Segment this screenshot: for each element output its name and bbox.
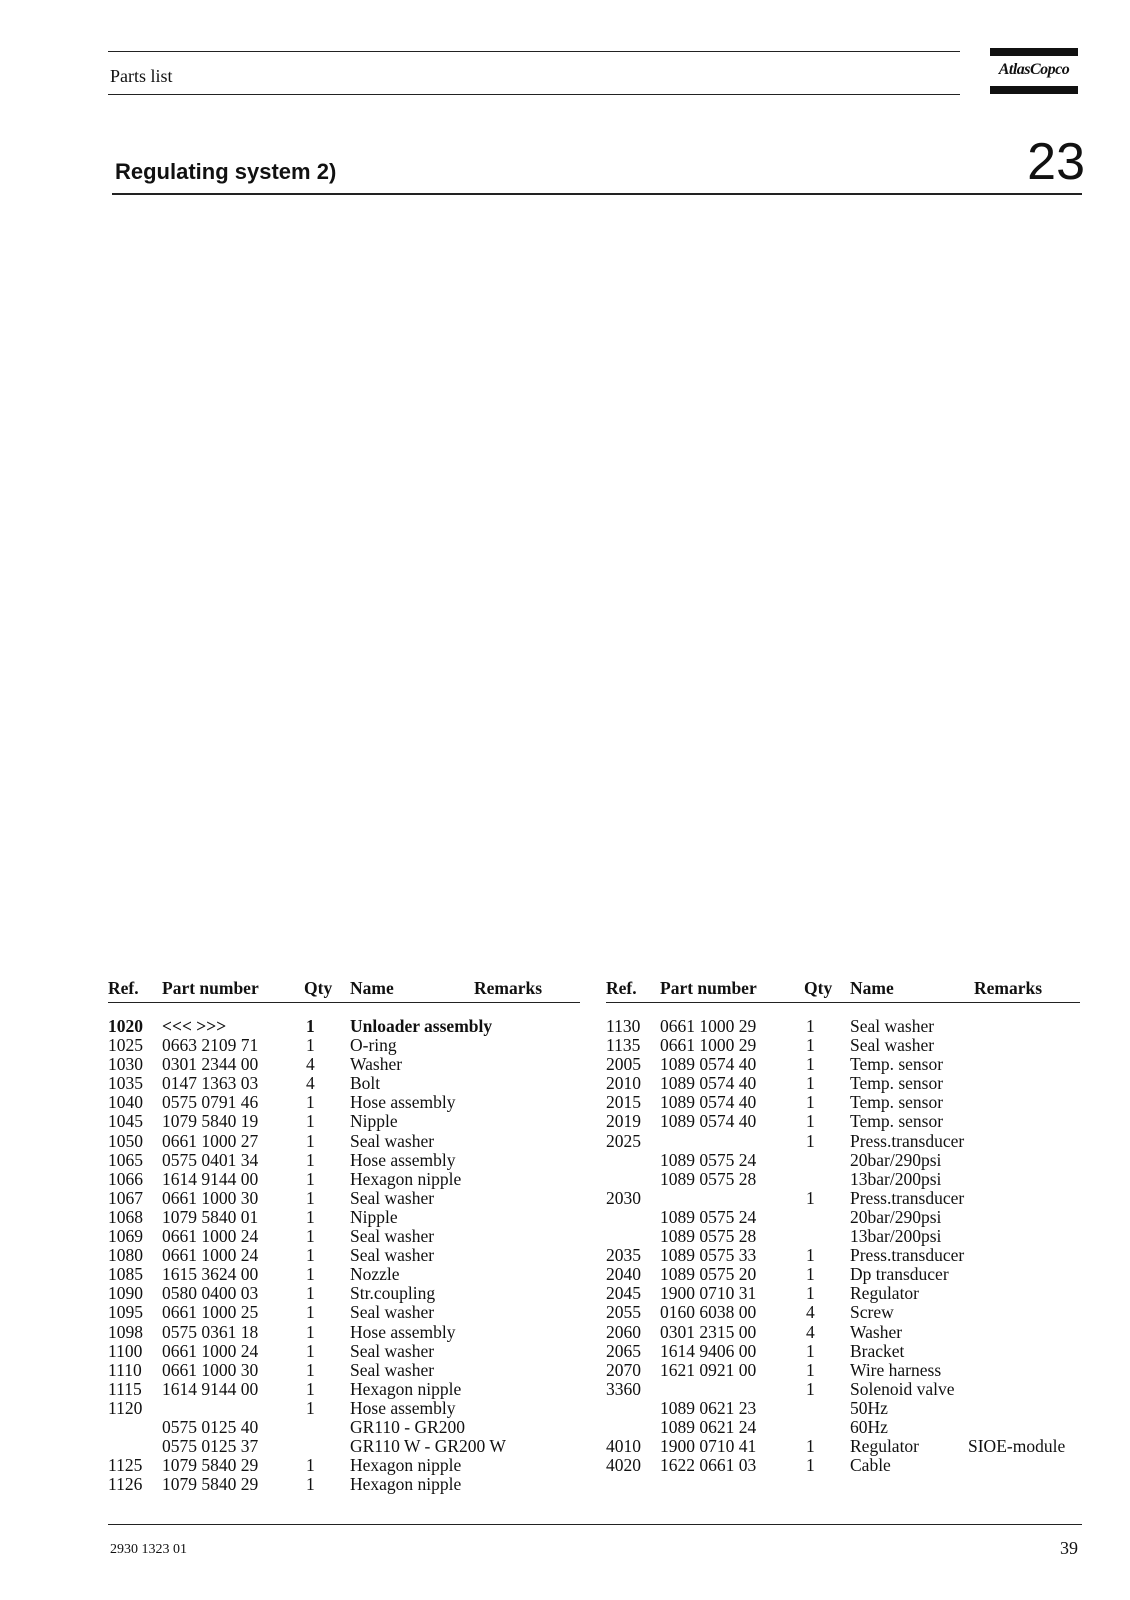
table-row xyxy=(606,1036,1080,1055)
table-row xyxy=(606,1456,1080,1475)
table-row xyxy=(108,1017,580,1036)
cell-part-number: 1089 0574 40 xyxy=(660,1092,757,1113)
cell-part-number: 0575 0791 46 xyxy=(162,1092,259,1113)
cell-qty: 1 xyxy=(806,1283,815,1304)
cell-qty: 1 xyxy=(806,1035,815,1056)
cell-qty: 4 xyxy=(306,1054,315,1075)
table-row xyxy=(108,1227,580,1246)
cell-ref: 2055 xyxy=(606,1302,641,1323)
table-body xyxy=(108,1017,580,1494)
cell-qty: 1 xyxy=(306,1378,315,1399)
table-row xyxy=(606,1017,1080,1036)
cell-part-number: 0575 0361 18 xyxy=(162,1321,259,1342)
cell-ref: 2040 xyxy=(606,1264,641,1285)
cell-ref: 2030 xyxy=(606,1187,641,1208)
table-row xyxy=(108,1284,580,1303)
table-row xyxy=(108,1380,580,1399)
table-row xyxy=(108,1361,580,1380)
table-row xyxy=(606,1151,1080,1170)
cell-qty: 1 xyxy=(306,1359,315,1380)
cell-name: Dp transducer xyxy=(850,1264,949,1285)
header-ref: Ref. xyxy=(606,978,637,998)
cell-name: Solenoid valve xyxy=(850,1378,955,1399)
cell-ref: 2005 xyxy=(606,1054,641,1075)
cell-name: Press.transducer xyxy=(850,1187,965,1208)
cell-name: 13bar/200psi xyxy=(850,1226,942,1247)
cell-part-number: 0661 1000 24 xyxy=(162,1226,259,1247)
cell-qty: 1 xyxy=(806,1436,815,1457)
cell-name: O-ring xyxy=(350,1035,397,1056)
cell-qty: 1 xyxy=(806,1340,815,1361)
cell-ref: 1095 xyxy=(108,1302,143,1323)
cell-part-number: 1079 5840 29 xyxy=(162,1455,259,1476)
cell-ref: 1130 xyxy=(606,1016,641,1036)
cell-part-number: 1089 0621 23 xyxy=(660,1397,757,1418)
cell-part-number: 1079 5840 19 xyxy=(162,1111,259,1132)
cell-qty: 4 xyxy=(306,1073,315,1094)
cell-qty: 1 xyxy=(306,1149,315,1170)
cell-part-number: 0301 2315 00 xyxy=(660,1321,757,1342)
cell-ref: 1126 xyxy=(108,1474,143,1495)
cell-ref: 1085 xyxy=(108,1264,143,1285)
cell-part-number: 1089 0574 40 xyxy=(660,1111,757,1132)
header-qty: Qty xyxy=(304,978,333,998)
cell-ref: 1120 xyxy=(108,1397,143,1418)
cell-part-number: 1614 9406 00 xyxy=(660,1340,757,1361)
cell-name: Regulator xyxy=(850,1283,920,1304)
table-row xyxy=(606,1418,1080,1437)
cell-ref: 1030 xyxy=(108,1054,143,1075)
cell-name: Hose assembly xyxy=(350,1397,456,1418)
cell-qty: 4 xyxy=(806,1302,815,1323)
logo-text: AtlasCopco xyxy=(998,61,1070,78)
table-row xyxy=(108,1399,580,1418)
cell-ref: 1050 xyxy=(108,1130,143,1151)
table-row xyxy=(606,1342,1080,1361)
table-row xyxy=(108,1036,580,1055)
table-row xyxy=(606,1170,1080,1189)
cell-ref: 1100 xyxy=(108,1340,143,1361)
table-row xyxy=(606,1323,1080,1342)
header-qty: Qty xyxy=(804,978,833,998)
cell-remarks: SIOE-module xyxy=(968,1436,1066,1457)
header-part-number: Part number xyxy=(162,978,259,998)
cell-ref: 1025 xyxy=(108,1035,143,1056)
cell-part-number: 0661 1000 30 xyxy=(162,1187,259,1208)
table-row xyxy=(108,1055,580,1074)
cell-ref: 2019 xyxy=(606,1111,641,1132)
cell-name: Hexagon nipple xyxy=(350,1455,462,1476)
cell-qty: 1 xyxy=(306,1035,315,1056)
cell-name: Washer xyxy=(850,1321,903,1342)
cell-ref: 2010 xyxy=(606,1073,641,1094)
cell-part-number: 1089 0575 33 xyxy=(660,1245,757,1266)
cell-name: Seal washer xyxy=(350,1302,435,1323)
parts-table-left xyxy=(108,978,580,1494)
cell-name: Seal washer xyxy=(350,1226,435,1247)
cell-ref: 1045 xyxy=(108,1111,143,1132)
table-row xyxy=(606,1208,1080,1227)
table-row xyxy=(606,1265,1080,1284)
cell-part-number: 0575 0401 34 xyxy=(162,1149,259,1170)
table-row xyxy=(108,1456,580,1475)
cell-name: Press.transducer xyxy=(850,1245,965,1266)
section-title-rule xyxy=(112,193,1082,195)
cell-qty: 1 xyxy=(806,1264,815,1285)
cell-name: Hose assembly xyxy=(350,1149,456,1170)
table-row xyxy=(606,1284,1080,1303)
cell-part-number: 1614 9144 00 xyxy=(162,1168,259,1189)
cell-part-number: 0661 1000 24 xyxy=(162,1340,259,1361)
cell-ref: 2070 xyxy=(606,1359,641,1380)
table-row xyxy=(108,1151,580,1170)
cell-ref: 1020 xyxy=(108,1016,143,1036)
cell-name: Temp. sensor xyxy=(850,1054,944,1075)
header-name: Name xyxy=(850,978,894,998)
footer-rule xyxy=(108,1524,1082,1525)
table-row xyxy=(606,1246,1080,1265)
table-row xyxy=(606,1227,1080,1246)
cell-part-number: 0661 1000 25 xyxy=(162,1302,259,1323)
cell-name: Hexagon nipple xyxy=(350,1168,462,1189)
cell-ref: 2045 xyxy=(606,1283,641,1304)
cell-name: Nozzle xyxy=(350,1264,400,1285)
cell-part-number: 0661 1000 30 xyxy=(162,1359,259,1380)
cell-name: Hexagon nipple xyxy=(350,1378,462,1399)
parts-table-right xyxy=(606,978,1080,1475)
table-row xyxy=(606,1303,1080,1322)
cell-qty: 1 xyxy=(306,1168,315,1189)
cell-part-number: 1079 5840 29 xyxy=(162,1474,259,1495)
cell-name: 13bar/200psi xyxy=(850,1168,942,1189)
cell-ref: 1067 xyxy=(108,1187,143,1208)
cell-name: Nipple xyxy=(350,1111,398,1132)
section-number: 23 xyxy=(1027,133,1085,191)
cell-qty: 1 xyxy=(306,1187,315,1208)
cell-name: Temp. sensor xyxy=(850,1111,944,1132)
cell-ref: 2060 xyxy=(606,1321,641,1342)
logo-bottom-bar xyxy=(990,86,1078,94)
cell-part-number: 1079 5840 01 xyxy=(162,1206,259,1227)
table-row xyxy=(606,1437,1080,1456)
header-remarks: Remarks xyxy=(974,978,1043,998)
cell-part-number: 1089 0574 40 xyxy=(660,1073,757,1094)
cell-part-number: 1900 0710 31 xyxy=(660,1283,757,1304)
cell-name: Temp. sensor xyxy=(850,1073,944,1094)
table-row xyxy=(606,1189,1080,1208)
header-part-number: Part number xyxy=(660,978,757,998)
cell-part-number: 0661 1000 29 xyxy=(660,1035,757,1056)
cell-qty: 1 xyxy=(306,1092,315,1113)
cell-ref: 1035 xyxy=(108,1073,143,1094)
cell-qty: 1 xyxy=(306,1206,315,1227)
cell-name: Str.coupling xyxy=(350,1283,436,1304)
table-row xyxy=(108,1189,580,1208)
cell-part-number: 1900 0710 41 xyxy=(660,1436,757,1457)
cell-name: Seal washer xyxy=(850,1016,935,1036)
cell-qty: 1 xyxy=(806,1378,815,1399)
table-row xyxy=(108,1437,580,1456)
cell-name: Hose assembly xyxy=(350,1321,456,1342)
cell-name: Seal washer xyxy=(350,1359,435,1380)
header-bottom-rule xyxy=(108,94,960,95)
cell-name: Hose assembly xyxy=(350,1092,456,1113)
cell-qty: 1 xyxy=(806,1092,815,1113)
cell-part-number: 1089 0574 40 xyxy=(660,1054,757,1075)
cell-name: Cable xyxy=(850,1455,891,1476)
header-top-rule xyxy=(108,51,960,52)
cell-qty: 1 xyxy=(806,1054,815,1075)
atlas-copco-logo xyxy=(990,48,1078,96)
cell-name: Wire harness xyxy=(850,1359,942,1380)
cell-ref: 2025 xyxy=(606,1130,641,1151)
table-row xyxy=(606,1112,1080,1131)
cell-ref: 2065 xyxy=(606,1340,641,1361)
cell-ref: 4020 xyxy=(606,1455,641,1476)
cell-qty: 1 xyxy=(806,1016,815,1036)
table-row xyxy=(606,1380,1080,1399)
cell-part-number: 1089 0575 24 xyxy=(660,1149,757,1170)
table-row xyxy=(108,1265,580,1284)
table-row xyxy=(606,1055,1080,1074)
cell-part-number: 1089 0575 28 xyxy=(660,1226,757,1247)
cell-part-number: 1622 0661 03 xyxy=(660,1455,757,1476)
table-row xyxy=(108,1112,580,1131)
cell-qty: 1 xyxy=(806,1073,815,1094)
cell-ref: 1068 xyxy=(108,1206,143,1227)
table-row xyxy=(108,1246,580,1265)
table-header-rule xyxy=(606,1002,1080,1003)
cell-name: Seal washer xyxy=(350,1245,435,1266)
table-header-rule xyxy=(108,1002,580,1003)
table-row xyxy=(108,1342,580,1361)
cell-qty: 1 xyxy=(806,1187,815,1208)
cell-part-number: 1089 0575 24 xyxy=(660,1206,757,1227)
cell-ref: 1080 xyxy=(108,1245,143,1266)
cell-name: Seal washer xyxy=(350,1187,435,1208)
cell-qty: 1 xyxy=(306,1111,315,1132)
cell-part-number: 0575 0125 37 xyxy=(162,1436,259,1457)
header-ref: Ref. xyxy=(108,978,139,998)
table-row xyxy=(108,1208,580,1227)
table-row xyxy=(606,1093,1080,1112)
cell-qty: 1 xyxy=(306,1455,315,1476)
cell-qty: 1 xyxy=(806,1359,815,1380)
cell-name: 20bar/290psi xyxy=(850,1149,942,1170)
cell-name: 60Hz xyxy=(850,1416,888,1437)
table-row xyxy=(606,1399,1080,1418)
cell-name: GR110 W - GR200 W xyxy=(350,1436,506,1457)
cell-name: Screw xyxy=(850,1302,894,1323)
cell-name: GR110 - GR200 xyxy=(350,1416,466,1437)
cell-qty: 1 xyxy=(306,1226,315,1247)
table-row xyxy=(108,1170,580,1189)
cell-part-number: 0661 1000 27 xyxy=(162,1130,259,1151)
cell-qty: 1 xyxy=(306,1340,315,1361)
cell-ref: 1125 xyxy=(108,1455,143,1476)
cell-part-number: 0575 0125 40 xyxy=(162,1416,259,1437)
table-row xyxy=(108,1323,580,1342)
cell-part-number: 0661 1000 24 xyxy=(162,1245,259,1266)
cell-ref: 1135 xyxy=(606,1035,641,1056)
table-row xyxy=(108,1475,580,1494)
cell-part-number: 0663 2109 71 xyxy=(162,1035,259,1056)
cell-part-number: 0160 6038 00 xyxy=(660,1302,757,1323)
cell-part-number: 0301 2344 00 xyxy=(162,1054,259,1075)
cell-qty: 1 xyxy=(306,1283,315,1304)
table-row xyxy=(108,1303,580,1322)
cell-part-number: 1621 0921 00 xyxy=(660,1359,757,1380)
table-row xyxy=(606,1132,1080,1151)
cell-name: Bolt xyxy=(350,1073,381,1094)
cell-qty: 1 xyxy=(806,1130,815,1151)
table-row xyxy=(108,1093,580,1112)
cell-name: Nipple xyxy=(350,1206,398,1227)
table-row xyxy=(606,1074,1080,1093)
cell-name: 50Hz xyxy=(850,1397,888,1418)
cell-part-number: 0661 1000 29 xyxy=(660,1016,757,1036)
cell-qty: 1 xyxy=(306,1264,315,1285)
cell-ref: 1090 xyxy=(108,1283,143,1304)
cell-qty: 1 xyxy=(806,1111,815,1132)
header-label: Parts list xyxy=(110,66,173,86)
cell-ref: 1110 xyxy=(108,1359,142,1380)
table-header xyxy=(108,978,580,1002)
cell-ref: 1040 xyxy=(108,1092,143,1113)
cell-ref: 2035 xyxy=(606,1245,641,1266)
cell-part-number: 1089 0575 28 xyxy=(660,1168,757,1189)
cell-ref: 4010 xyxy=(606,1436,641,1457)
section-title: Regulating system 2) xyxy=(115,159,337,184)
cell-name: Unloader assembly xyxy=(350,1016,493,1036)
cell-name: Seal washer xyxy=(350,1340,435,1361)
cell-qty: 4 xyxy=(806,1321,815,1342)
cell-qty: 1 xyxy=(306,1245,315,1266)
cell-part-number: 1615 3624 00 xyxy=(162,1264,259,1285)
cell-part-number: 0147 1363 03 xyxy=(162,1073,259,1094)
table-row xyxy=(108,1418,580,1437)
cell-part-number: 0580 0400 03 xyxy=(162,1283,259,1304)
header-remarks: Remarks xyxy=(474,978,543,998)
cell-ref: 1069 xyxy=(108,1226,143,1247)
table-body xyxy=(606,1017,1080,1475)
table-row xyxy=(108,1074,580,1093)
cell-name: Seal washer xyxy=(350,1130,435,1151)
cell-qty: 1 xyxy=(306,1321,315,1342)
cell-name: Hexagon nipple xyxy=(350,1474,462,1495)
cell-name: Regulator xyxy=(850,1436,920,1457)
cell-name: Bracket xyxy=(850,1340,905,1361)
cell-part-number: 1614 9144 00 xyxy=(162,1378,259,1399)
cell-name: Seal washer xyxy=(850,1035,935,1056)
cell-ref: 1066 xyxy=(108,1168,143,1189)
cell-qty: 1 xyxy=(306,1016,315,1036)
cell-ref: 1065 xyxy=(108,1149,143,1170)
cell-qty: 1 xyxy=(806,1245,815,1266)
cell-part-number: <<< >>> xyxy=(162,1016,227,1036)
cell-part-number: 1089 0621 24 xyxy=(660,1416,757,1437)
table-row xyxy=(108,1132,580,1151)
table-row xyxy=(606,1361,1080,1380)
cell-part-number: 1089 0575 20 xyxy=(660,1264,757,1285)
cell-name: Temp. sensor xyxy=(850,1092,944,1113)
cell-qty: 1 xyxy=(306,1397,315,1418)
cell-qty: 1 xyxy=(306,1474,315,1495)
cell-qty: 1 xyxy=(306,1130,315,1151)
logo-top-bar xyxy=(990,48,1078,56)
document-number: 2930 1323 01 xyxy=(110,1542,187,1557)
cell-name: Press.transducer xyxy=(850,1130,965,1151)
page-number: 39 xyxy=(1060,1538,1078,1558)
table-header xyxy=(606,978,1080,1002)
cell-ref: 3360 xyxy=(606,1378,641,1399)
cell-ref: 1098 xyxy=(108,1321,143,1342)
cell-ref: 2015 xyxy=(606,1092,641,1113)
cell-name: Washer xyxy=(350,1054,403,1075)
header-name: Name xyxy=(350,978,394,998)
cell-qty: 1 xyxy=(806,1455,815,1476)
cell-ref: 1115 xyxy=(108,1378,142,1399)
cell-name: 20bar/290psi xyxy=(850,1206,942,1227)
cell-qty: 1 xyxy=(306,1302,315,1323)
